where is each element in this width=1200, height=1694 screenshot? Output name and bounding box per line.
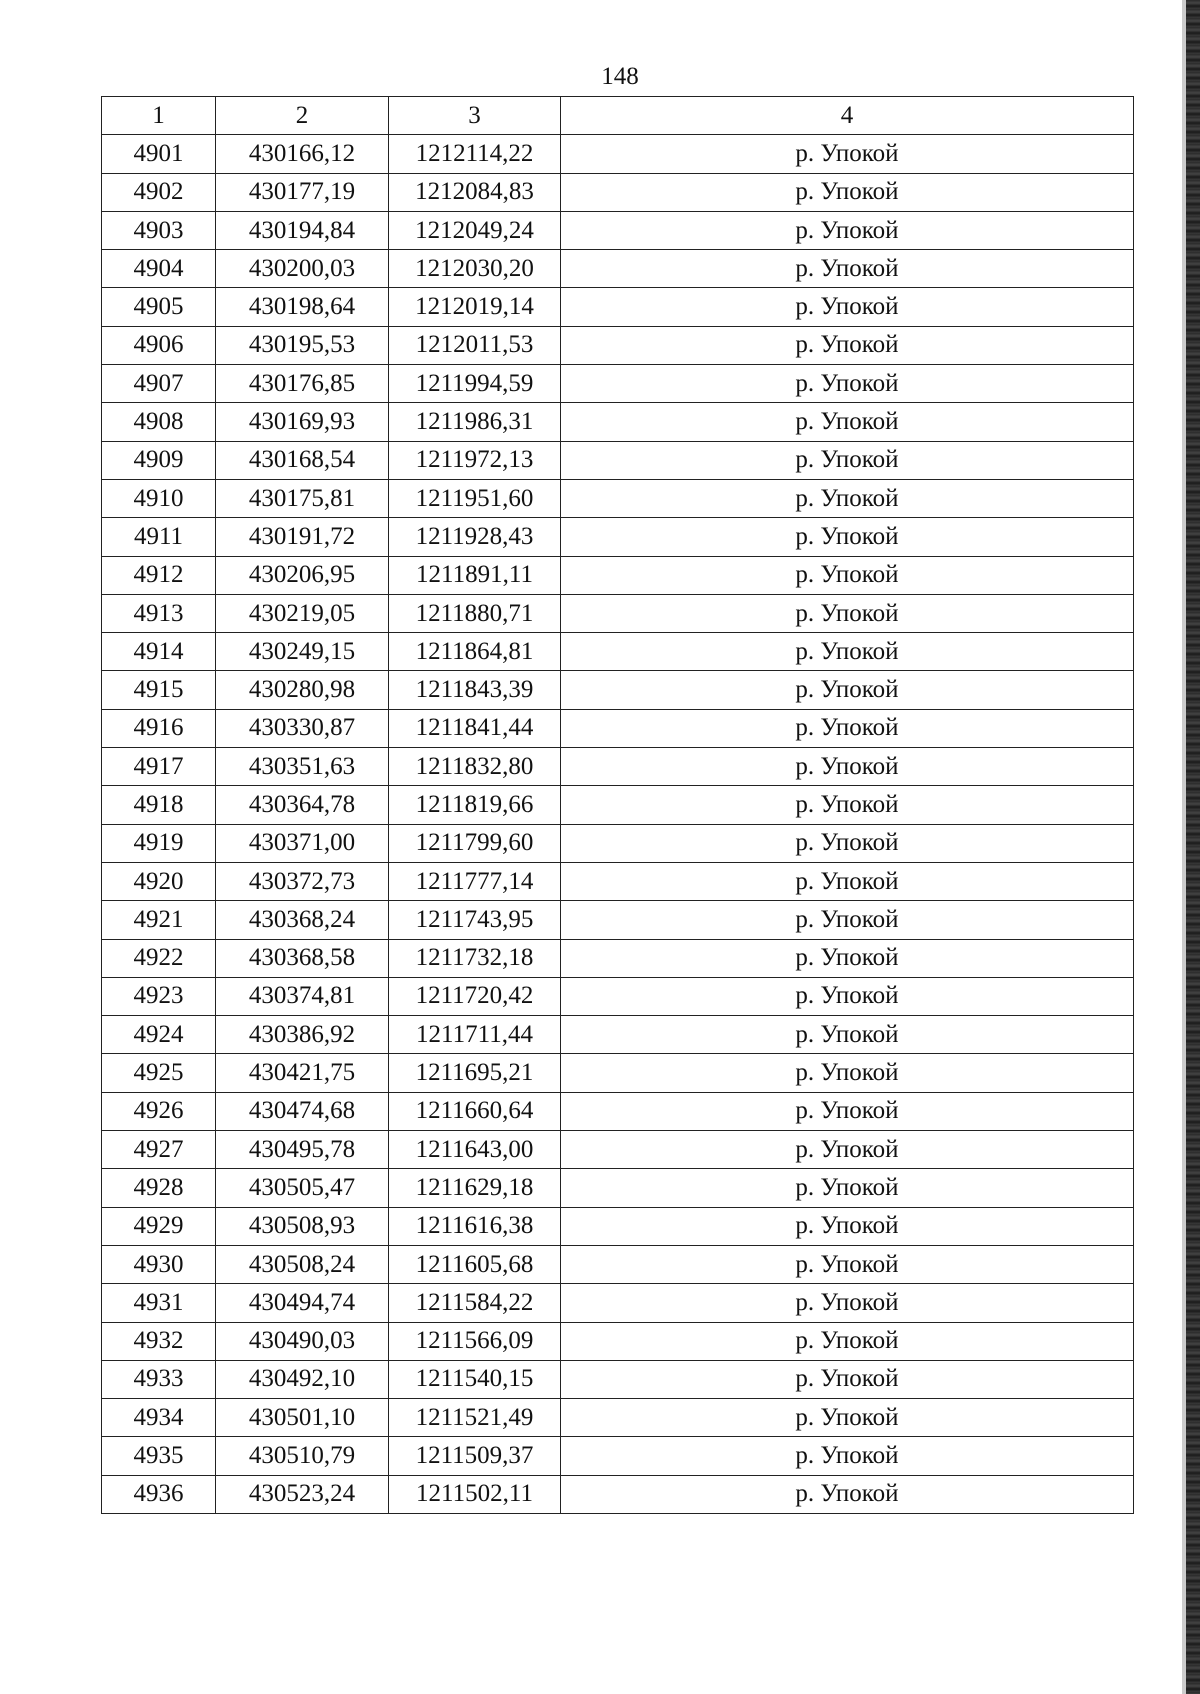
x-coordinate-cell: 430200,03 bbox=[216, 250, 389, 288]
description-cell: р. Упокой bbox=[561, 1054, 1134, 1092]
point-number-cell: 4912 bbox=[102, 556, 216, 594]
x-coordinate-cell: 430351,63 bbox=[216, 748, 389, 786]
y-coordinate-cell: 1211540,15 bbox=[389, 1360, 561, 1398]
point-number-cell: 4921 bbox=[102, 901, 216, 939]
x-coordinate-cell: 430249,15 bbox=[216, 633, 389, 671]
y-coordinate-cell: 1211509,37 bbox=[389, 1437, 561, 1475]
description-cell: р. Упокой bbox=[561, 1360, 1134, 1398]
description-cell: р. Упокой bbox=[561, 173, 1134, 211]
description-cell: р. Упокой bbox=[561, 939, 1134, 977]
description-cell: р. Упокой bbox=[561, 633, 1134, 671]
description-cell: р. Упокой bbox=[561, 288, 1134, 326]
table-row bbox=[102, 862, 1134, 900]
x-coordinate-cell: 430523,24 bbox=[216, 1475, 389, 1513]
point-number-cell: 4909 bbox=[102, 441, 216, 479]
description-cell: р. Упокой bbox=[561, 1169, 1134, 1207]
x-coordinate-cell: 430368,58 bbox=[216, 939, 389, 977]
point-number-cell: 4928 bbox=[102, 1169, 216, 1207]
x-coordinate-cell: 430492,10 bbox=[216, 1360, 389, 1398]
description-cell: р. Упокой bbox=[561, 1016, 1134, 1054]
y-coordinate-cell: 1211928,43 bbox=[389, 518, 561, 556]
table-row bbox=[102, 250, 1134, 288]
point-number-cell: 4932 bbox=[102, 1322, 216, 1360]
coordinates-table bbox=[101, 96, 1134, 1514]
y-coordinate-cell: 1211891,11 bbox=[389, 556, 561, 594]
point-number-cell: 4903 bbox=[102, 211, 216, 249]
table-row bbox=[102, 1360, 1134, 1398]
x-coordinate-cell: 430195,53 bbox=[216, 326, 389, 364]
y-coordinate-cell: 1211629,18 bbox=[389, 1169, 561, 1207]
y-coordinate-cell: 1211711,44 bbox=[389, 1016, 561, 1054]
x-coordinate-cell: 430175,81 bbox=[216, 479, 389, 517]
description-cell: р. Упокой bbox=[561, 977, 1134, 1015]
x-coordinate-cell: 430372,73 bbox=[216, 862, 389, 900]
y-coordinate-cell: 1211951,60 bbox=[389, 479, 561, 517]
table-row bbox=[102, 1131, 1134, 1169]
x-coordinate-cell: 430169,93 bbox=[216, 403, 389, 441]
y-coordinate-cell: 1211695,21 bbox=[389, 1054, 561, 1092]
y-coordinate-cell: 1211972,13 bbox=[389, 441, 561, 479]
table-row bbox=[102, 365, 1134, 403]
table-row bbox=[102, 556, 1134, 594]
x-coordinate-cell: 430219,05 bbox=[216, 594, 389, 632]
point-number-cell: 4918 bbox=[102, 786, 216, 824]
description-cell: р. Упокой bbox=[561, 441, 1134, 479]
description-cell: р. Упокой bbox=[561, 1322, 1134, 1360]
table-row bbox=[102, 709, 1134, 747]
y-coordinate-cell: 1211521,49 bbox=[389, 1399, 561, 1437]
column-header-2: 2 bbox=[216, 97, 389, 135]
y-coordinate-cell: 1212030,20 bbox=[389, 250, 561, 288]
description-cell: р. Упокой bbox=[561, 403, 1134, 441]
table-row bbox=[102, 1092, 1134, 1130]
table-row bbox=[102, 939, 1134, 977]
y-coordinate-cell: 1211880,71 bbox=[389, 594, 561, 632]
column-header-3: 3 bbox=[389, 97, 561, 135]
point-number-cell: 4915 bbox=[102, 671, 216, 709]
table-row bbox=[102, 403, 1134, 441]
x-coordinate-cell: 430508,93 bbox=[216, 1207, 389, 1245]
table-row bbox=[102, 518, 1134, 556]
x-coordinate-cell: 430510,79 bbox=[216, 1437, 389, 1475]
y-coordinate-cell: 1211643,00 bbox=[389, 1131, 561, 1169]
y-coordinate-cell: 1211605,68 bbox=[389, 1245, 561, 1283]
description-cell: р. Упокой bbox=[561, 250, 1134, 288]
description-cell: р. Упокой bbox=[561, 556, 1134, 594]
point-number-cell: 4907 bbox=[102, 365, 216, 403]
point-number-cell: 4904 bbox=[102, 250, 216, 288]
x-coordinate-cell: 430508,24 bbox=[216, 1245, 389, 1283]
table-row bbox=[102, 1322, 1134, 1360]
point-number-cell: 4917 bbox=[102, 748, 216, 786]
point-number-cell: 4911 bbox=[102, 518, 216, 556]
x-coordinate-cell: 430177,19 bbox=[216, 173, 389, 211]
y-coordinate-cell: 1211986,31 bbox=[389, 403, 561, 441]
description-cell: р. Упокой bbox=[561, 671, 1134, 709]
x-coordinate-cell: 430198,64 bbox=[216, 288, 389, 326]
description-cell: р. Упокой bbox=[561, 135, 1134, 173]
table-row bbox=[102, 1054, 1134, 1092]
y-coordinate-cell: 1211616,38 bbox=[389, 1207, 561, 1245]
y-coordinate-cell: 1212011,53 bbox=[389, 326, 561, 364]
y-coordinate-cell: 1212019,14 bbox=[389, 288, 561, 326]
point-number-cell: 4931 bbox=[102, 1284, 216, 1322]
point-number-cell: 4933 bbox=[102, 1360, 216, 1398]
point-number-cell: 4902 bbox=[102, 173, 216, 211]
x-coordinate-cell: 430368,24 bbox=[216, 901, 389, 939]
point-number-cell: 4919 bbox=[102, 824, 216, 862]
x-coordinate-cell: 430494,74 bbox=[216, 1284, 389, 1322]
y-coordinate-cell: 1211732,18 bbox=[389, 939, 561, 977]
table-row bbox=[102, 1399, 1134, 1437]
point-number-cell: 4906 bbox=[102, 326, 216, 364]
description-cell: р. Упокой bbox=[561, 1245, 1134, 1283]
table-row bbox=[102, 1475, 1134, 1513]
x-coordinate-cell: 430166,12 bbox=[216, 135, 389, 173]
y-coordinate-cell: 1212084,83 bbox=[389, 173, 561, 211]
description-cell: р. Упокой bbox=[561, 901, 1134, 939]
y-coordinate-cell: 1211720,42 bbox=[389, 977, 561, 1015]
point-number-cell: 4923 bbox=[102, 977, 216, 1015]
y-coordinate-cell: 1211660,64 bbox=[389, 1092, 561, 1130]
y-coordinate-cell: 1211843,39 bbox=[389, 671, 561, 709]
x-coordinate-cell: 430421,75 bbox=[216, 1054, 389, 1092]
table-row bbox=[102, 441, 1134, 479]
point-number-cell: 4901 bbox=[102, 135, 216, 173]
description-cell: р. Упокой bbox=[561, 1092, 1134, 1130]
description-cell: р. Упокой bbox=[561, 326, 1134, 364]
x-coordinate-cell: 430280,98 bbox=[216, 671, 389, 709]
description-cell: р. Упокой bbox=[561, 1437, 1134, 1475]
table-row bbox=[102, 173, 1134, 211]
table-row bbox=[102, 135, 1134, 173]
y-coordinate-cell: 1211832,80 bbox=[389, 748, 561, 786]
table-row bbox=[102, 824, 1134, 862]
table-row bbox=[102, 479, 1134, 517]
table-row bbox=[102, 671, 1134, 709]
x-coordinate-cell: 430176,85 bbox=[216, 365, 389, 403]
description-cell: р. Упокой bbox=[561, 1207, 1134, 1245]
y-coordinate-cell: 1212049,24 bbox=[389, 211, 561, 249]
point-number-cell: 4936 bbox=[102, 1475, 216, 1513]
description-cell: р. Упокой bbox=[561, 1399, 1134, 1437]
description-cell: р. Упокой bbox=[561, 709, 1134, 747]
y-coordinate-cell: 1211819,66 bbox=[389, 786, 561, 824]
x-coordinate-cell: 430374,81 bbox=[216, 977, 389, 1015]
x-coordinate-cell: 430191,72 bbox=[216, 518, 389, 556]
description-cell: р. Упокой bbox=[561, 1131, 1134, 1169]
description-cell: р. Упокой bbox=[561, 824, 1134, 862]
x-coordinate-cell: 430206,95 bbox=[216, 556, 389, 594]
page-number: 148 bbox=[601, 63, 639, 90]
description-cell: р. Упокой bbox=[561, 518, 1134, 556]
description-cell: р. Упокой bbox=[561, 211, 1134, 249]
table-row bbox=[102, 1169, 1134, 1207]
point-number-cell: 4935 bbox=[102, 1437, 216, 1475]
y-coordinate-cell: 1211502,11 bbox=[389, 1475, 561, 1513]
table-row bbox=[102, 977, 1134, 1015]
table-row bbox=[102, 1245, 1134, 1283]
x-coordinate-cell: 430371,00 bbox=[216, 824, 389, 862]
table-row bbox=[102, 211, 1134, 249]
table-row bbox=[102, 748, 1134, 786]
y-coordinate-cell: 1211994,59 bbox=[389, 365, 561, 403]
table-row bbox=[102, 326, 1134, 364]
x-coordinate-cell: 430490,03 bbox=[216, 1322, 389, 1360]
table-body bbox=[102, 135, 1134, 1514]
point-number-cell: 4926 bbox=[102, 1092, 216, 1130]
table-row bbox=[102, 1437, 1134, 1475]
description-cell: р. Упокой bbox=[561, 1475, 1134, 1513]
table-row bbox=[102, 901, 1134, 939]
column-header-4: 4 bbox=[561, 97, 1134, 135]
y-coordinate-cell: 1211864,81 bbox=[389, 633, 561, 671]
y-coordinate-cell: 1211777,14 bbox=[389, 862, 561, 900]
table-row bbox=[102, 288, 1134, 326]
point-number-cell: 4934 bbox=[102, 1399, 216, 1437]
description-cell: р. Упокой bbox=[561, 786, 1134, 824]
table-header-row bbox=[102, 97, 1134, 135]
point-number-cell: 4916 bbox=[102, 709, 216, 747]
point-number-cell: 4924 bbox=[102, 1016, 216, 1054]
table-row bbox=[102, 594, 1134, 632]
point-number-cell: 4927 bbox=[102, 1131, 216, 1169]
x-coordinate-cell: 430495,78 bbox=[216, 1131, 389, 1169]
point-number-cell: 4908 bbox=[102, 403, 216, 441]
description-cell: р. Упокой bbox=[561, 594, 1134, 632]
scan-edge bbox=[1186, 0, 1200, 1694]
x-coordinate-cell: 430474,68 bbox=[216, 1092, 389, 1130]
table-row bbox=[102, 786, 1134, 824]
y-coordinate-cell: 1211584,22 bbox=[389, 1284, 561, 1322]
x-coordinate-cell: 430364,78 bbox=[216, 786, 389, 824]
point-number-cell: 4929 bbox=[102, 1207, 216, 1245]
x-coordinate-cell: 430330,87 bbox=[216, 709, 389, 747]
description-cell: р. Упокой bbox=[561, 862, 1134, 900]
y-coordinate-cell: 1212114,22 bbox=[389, 135, 561, 173]
table-row bbox=[102, 1016, 1134, 1054]
table-row bbox=[102, 633, 1134, 671]
y-coordinate-cell: 1211841,44 bbox=[389, 709, 561, 747]
table-row bbox=[102, 1284, 1134, 1322]
y-coordinate-cell: 1211566,09 bbox=[389, 1322, 561, 1360]
x-coordinate-cell: 430501,10 bbox=[216, 1399, 389, 1437]
x-coordinate-cell: 430194,84 bbox=[216, 211, 389, 249]
x-coordinate-cell: 430505,47 bbox=[216, 1169, 389, 1207]
description-cell: р. Упокой bbox=[561, 748, 1134, 786]
x-coordinate-cell: 430168,54 bbox=[216, 441, 389, 479]
table-row bbox=[102, 1207, 1134, 1245]
point-number-cell: 4920 bbox=[102, 862, 216, 900]
point-number-cell: 4922 bbox=[102, 939, 216, 977]
column-header-1: 1 bbox=[102, 97, 216, 135]
point-number-cell: 4930 bbox=[102, 1245, 216, 1283]
description-cell: р. Упокой bbox=[561, 365, 1134, 403]
point-number-cell: 4905 bbox=[102, 288, 216, 326]
point-number-cell: 4925 bbox=[102, 1054, 216, 1092]
point-number-cell: 4910 bbox=[102, 479, 216, 517]
description-cell: р. Упокой bbox=[561, 1284, 1134, 1322]
y-coordinate-cell: 1211799,60 bbox=[389, 824, 561, 862]
x-coordinate-cell: 430386,92 bbox=[216, 1016, 389, 1054]
point-number-cell: 4914 bbox=[102, 633, 216, 671]
y-coordinate-cell: 1211743,95 bbox=[389, 901, 561, 939]
description-cell: р. Упокой bbox=[561, 479, 1134, 517]
point-number-cell: 4913 bbox=[102, 594, 216, 632]
